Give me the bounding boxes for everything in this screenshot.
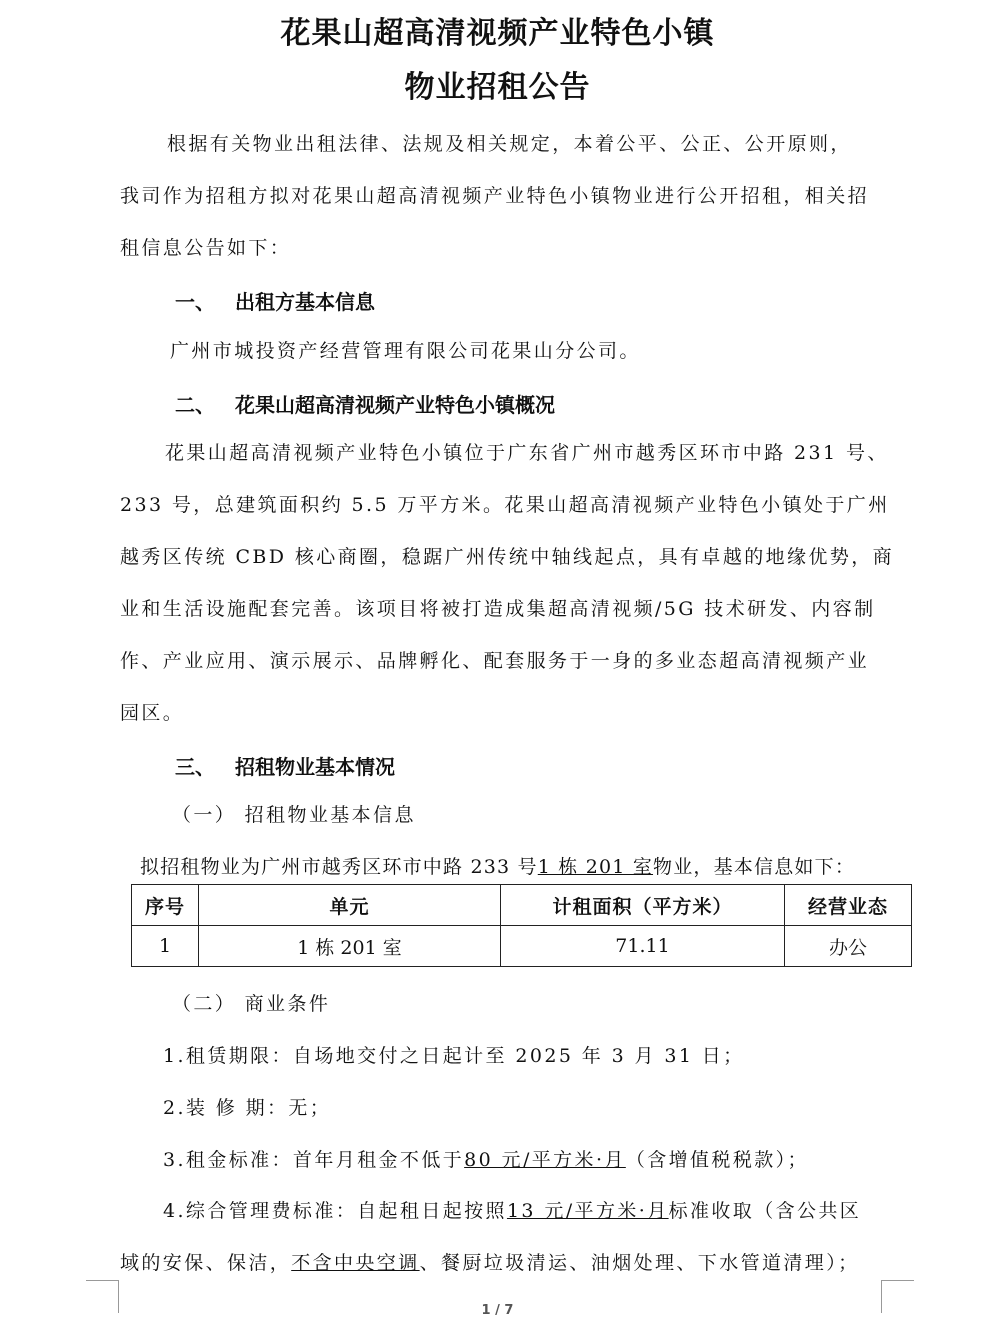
section-2-line-5: 作、产业应用、演示展示、品牌孵化、配套服务于一身的多业态超高清视频产业 — [120, 650, 870, 672]
term-item-4-line-2 — [120, 1250, 885, 1276]
section-1-number: 一、 — [175, 290, 215, 314]
section-2-line-6: 园区。 — [120, 702, 185, 724]
intro-line-2: 我司作为招租方拟对花果山超高清视频产业特色小镇物业进行公开招租，相关招 — [120, 185, 870, 207]
table-cell: 71.11 — [501, 926, 785, 967]
section-2-heading — [175, 389, 555, 418]
table-header: 单元 — [199, 885, 501, 926]
property-table — [131, 884, 912, 967]
table-row — [132, 926, 912, 967]
subsection-1-text-post: 物业，基本信息如下： — [653, 856, 856, 878]
section-2-line-1: 花果山超高清视频产业特色小镇位于广东省广州市越秀区环市中路 231 号、 — [165, 442, 889, 464]
table-cell: 1 — [132, 926, 199, 967]
section-1-body: 广州市城投资产经营管理有限公司花果山分公司。 — [170, 340, 641, 362]
rent-standard: 80 元/平方米·月 — [464, 1149, 626, 1171]
table-header: 计租面积（平方米） — [501, 885, 785, 926]
section-2-number: 二、 — [175, 393, 215, 417]
no-central-ac: 不含中央空调 — [291, 1252, 420, 1274]
term-item-3-pre: 3.租金标准：首年月租金不低于 — [163, 1149, 465, 1171]
subsection-1-text-pre: 拟招租物业为广州市越秀区环市中路 233 号 — [140, 856, 538, 878]
term-item-4-l2-pre: 域的安保、保洁， — [120, 1252, 292, 1274]
section-1-heading — [175, 286, 375, 315]
table-header: 序号 — [132, 885, 199, 926]
section-2-title: 花果山超高清视频产业特色小镇概况 — [235, 393, 555, 417]
section-2-line-2: 233 号，总建筑面积约 5.5 万平方米。花果山超高清视频产业特色小镇处于广州 — [120, 494, 890, 516]
term-item-1: 1.租赁期限：自场地交付之日起计至 2025 年 3 月 31 日； — [163, 1045, 745, 1067]
section-3-number: 三、 — [175, 755, 215, 779]
table-cell: 1 栋 201 室 — [199, 926, 501, 967]
section-1-title: 出租方基本信息 — [235, 290, 375, 314]
property-unit: 1 栋 201 室 — [537, 856, 654, 878]
table-header: 经营业态 — [785, 885, 912, 926]
section-3-title: 招租物业基本情况 — [235, 755, 395, 779]
title-line-1: 花果山超高清视频产业特色小镇 — [280, 16, 715, 51]
subsection-1-text — [140, 854, 905, 880]
term-item-4-l2-post: 、餐厨垃圾清运、油烟处理、下水管道清理）； — [419, 1252, 860, 1274]
term-item-4-post: 标准收取（含公共区 — [668, 1200, 862, 1222]
term-item-4 — [163, 1198, 928, 1224]
management-fee: 13 元/平方米·月 — [506, 1200, 669, 1222]
term-item-4-pre: 4.综合管理费标准：自起租日起按照 — [163, 1200, 507, 1222]
table-header-row — [132, 885, 912, 926]
intro-line-1: 根据有关物业出租法律、法规及相关规定，本着公平、公正、公开原则， — [167, 133, 852, 155]
title-line-2: 物业招租公告 — [404, 70, 591, 105]
subsection-2-heading: （二） 商业条件 — [172, 993, 331, 1015]
intro-line-3: 租信息公告如下： — [120, 237, 292, 259]
term-item-3-post: （含增值税税款）； — [625, 1149, 809, 1171]
page-number: 1 / 7 — [481, 1303, 514, 1318]
term-item-3 — [163, 1147, 928, 1173]
term-item-2: 2.装 修 期：无； — [163, 1097, 332, 1119]
section-3-heading — [175, 751, 395, 780]
subsection-1-heading: （一） 招租物业基本信息 — [172, 804, 416, 826]
section-2-line-3: 越秀区传统 CBD 核心商圈，稳踞广州传统中轴线起点，具有卓越的地缘优势，商 — [120, 546, 895, 568]
section-2-line-4: 业和生活设施配套完善。该项目将被打造成集超高清视频/5G 技术研发、内容制 — [120, 598, 876, 620]
table-cell: 办公 — [785, 926, 912, 967]
